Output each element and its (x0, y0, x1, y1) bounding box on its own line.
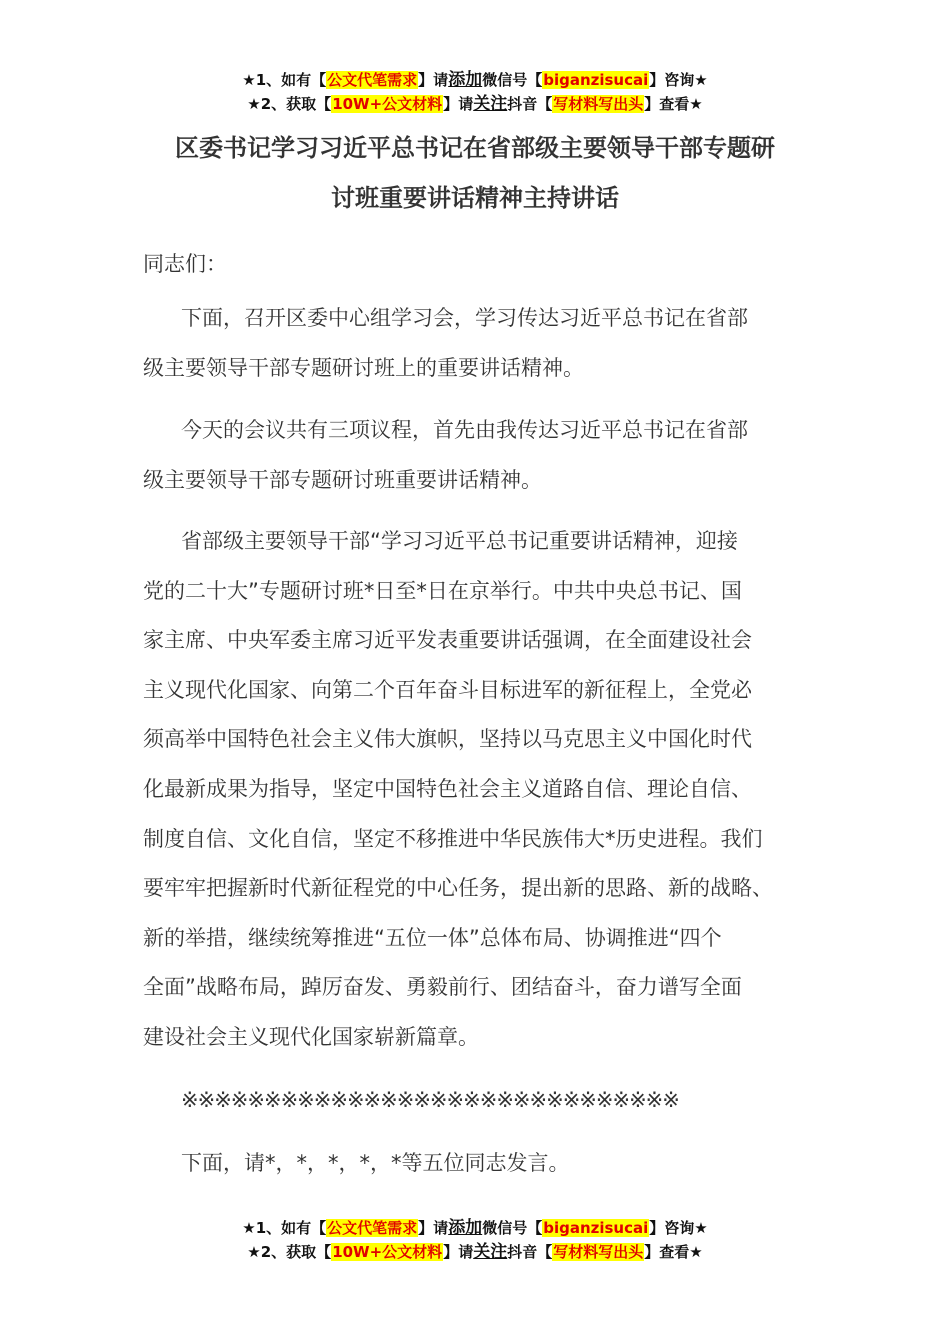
promo-banner-top (0, 68, 950, 116)
promo-highlight: 公文代笔需求 (327, 1219, 418, 1237)
promo-highlight: biganzisucai (543, 71, 649, 89)
paragraph-line: 家主席、中央军委主席习近平发表重要讲话强调，在全面建设社会 (143, 628, 752, 653)
paragraph-line: 全面”战略布局，踔厉奋发、勇毅前行、团结奋斗，奋力谱写全面 (143, 975, 742, 1000)
promo-emphasis: 关注 (473, 94, 508, 114)
promo-highlight: 公文代笔需求 (327, 71, 418, 89)
promo-emphasis: 关注 (473, 1242, 508, 1262)
paragraph-line: 级主要领导干部专题研讨班重要讲话精神。 (143, 467, 542, 492)
paragraph-line: 化最新成果为指导，坚定中国特色社会主义道路自信、理论自信、 (143, 776, 752, 801)
paragraph-line: 要牢牢把握新时代新征程党的中心任务，提出新的思路、新的战略、 (143, 876, 773, 901)
promo-emphasis: 添加 (448, 1218, 483, 1238)
closing-paragraph: 下面，请*，*，*，*，*等五位同志发言。 (181, 1151, 570, 1175)
document-title-line-1: 区委书记学习习近平总书记在省部级主要领导干部专题研 (175, 134, 775, 162)
promo-highlight: 10W+公文材料 (332, 95, 443, 113)
promo-text: 抖音【 (507, 95, 553, 113)
promo-line-1 (0, 1216, 950, 1240)
promo-banner-bottom (0, 1216, 950, 1264)
paragraph-3 (143, 517, 833, 1063)
promo-text: ★2、获取【 (247, 95, 332, 113)
separator-line: ※※※※※※※※※※※※※※※※※※※※※※※※※※※※※※ (181, 1088, 679, 1112)
promo-text: 微信号【 (482, 1219, 543, 1237)
promo-highlight: biganzisucai (543, 1219, 649, 1237)
promo-text: 】查看★ (644, 1243, 703, 1261)
paragraph-line: 今天的会议共有三项议程，首先由我传达习近平总书记在省部 (181, 418, 748, 442)
document-title-line-2: 讨班重要讲话精神主持讲话 (331, 184, 619, 212)
promo-text: ★1、如有【 (242, 71, 327, 89)
promo-text: 】请 (443, 1243, 474, 1261)
paragraph-line: 建设社会主义现代化国家崭新篇章。 (143, 1024, 479, 1049)
paragraph-line: 下面，召开区委中心组学习会，学习传达习近平总书记在省部 (181, 306, 748, 330)
promo-text: 】咨询★ (649, 1219, 708, 1237)
paragraph-line: 级主要领导干部专题研讨班上的重要讲话精神。 (143, 355, 584, 380)
promo-text: 】请 (418, 71, 449, 89)
promo-highlight: 写材料写出头 (553, 1243, 644, 1261)
paragraph-line: 须高举中国特色社会主义伟大旗帜，坚持以马克思主义中国化时代 (143, 727, 752, 752)
salutation: 同志们： (143, 252, 227, 276)
promo-text: ★1、如有【 (242, 1219, 327, 1237)
paragraph-2 (143, 406, 833, 505)
promo-text: 微信号【 (482, 71, 543, 89)
promo-text: 】请 (443, 95, 474, 113)
paragraph-1 (143, 294, 833, 393)
promo-line-1 (0, 68, 950, 92)
promo-text: 】咨询★ (649, 71, 708, 89)
paragraph-line: 新的举措，继续统筹推进“五位一体”总体布局、协调推进“四个 (143, 925, 722, 950)
promo-line-2 (0, 92, 950, 116)
paragraph-line: 党的二十大”专题研讨班*日至*日在京举行。中共中央总书记、国 (143, 578, 742, 603)
promo-text: 】查看★ (644, 95, 703, 113)
paragraph-line: 主义现代化国家、向第二个百年奋斗目标进军的新征程上，全党必 (143, 677, 752, 702)
paragraph-line: 制度自信、文化自信，坚定不移推进中华民族伟大*历史进程。我们 (143, 826, 763, 851)
paragraph-line: 省部级主要领导干部“学习习近平总书记重要讲话精神，迎接 (181, 529, 738, 553)
promo-emphasis: 添加 (448, 70, 483, 90)
promo-text: ★2、获取【 (247, 1243, 332, 1261)
promo-line-2 (0, 1240, 950, 1264)
promo-text: 抖音【 (507, 1243, 553, 1261)
promo-highlight: 写材料写出头 (553, 95, 644, 113)
promo-highlight: 10W+公文材料 (332, 1243, 443, 1261)
promo-text: 】请 (418, 1219, 449, 1237)
